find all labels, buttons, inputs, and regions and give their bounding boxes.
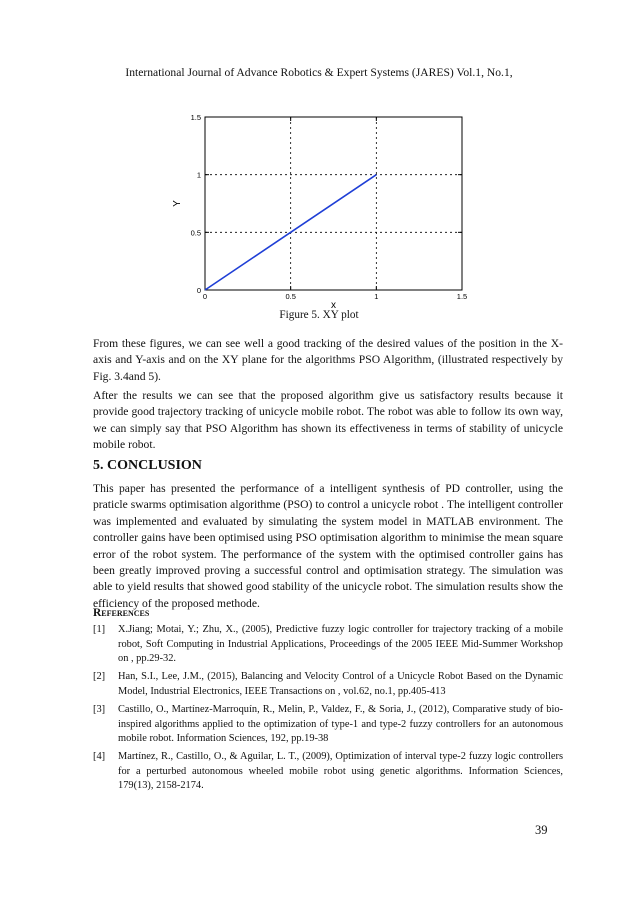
xy-plot-figure: [0, 0, 638, 330]
figure-caption: Figure 5. XY plot: [279, 309, 359, 321]
x-axis-label: x: [331, 300, 336, 311]
page-number: 39: [535, 823, 548, 837]
x-tick-label: 1.5: [456, 292, 468, 301]
reference-number: [3]: [93, 704, 106, 715]
y-tick-label: 0.5: [190, 228, 201, 238]
x-tick-label: 0.5: [285, 292, 296, 301]
reference-text: X.Jiang; Motai, Y.; Zhu, X., (2005), Predictive fuzzy logic controller for trajectory tracking of a mobile robot, Soft Computing in Industrial Applications, Proceedings of the 2005 IEEE Mid-Summer Workshop on , pp.29-32.: [118, 624, 563, 665]
reference-text: Castillo, O., Martínez-Marroquín, R., Melin, P., Valdez, F., & Soria, J., (2012), Comparative study of bio-inspired algorithms applied to the optimization of type-1 and type-2 fuzzy controllers for an autonomous mobile robot. Information Sciences, 192, pp.19-38: [118, 704, 563, 745]
x-tick-label: 1: [374, 292, 379, 301]
y-axis-label: Y: [172, 200, 183, 207]
paragraph-discussion: After the results we can see that the proposed algorithm give us satisfactory results because it provide good trajectory tracking of unicycle mobile robot. The robot was able to follow its own way, we can simply say that PSO Algorithm has shown its effectiveness in terms of stability of unicycle mobile robot.: [93, 389, 563, 452]
x-tick-label: 0: [202, 292, 208, 301]
y-tick-label: 1.5: [190, 113, 201, 122]
running-header: International Journal of Advance Robotics & Expert Systems (JARES) Vol.1, No.1,: [125, 66, 513, 79]
paragraph-results: From these figures, we can see well a good tracking of the desired values of the position in the X-axis and Y-axis and on the XY plane for the algorithms PSO Algorithm, (illustrated respectively by Fig. 3.4and 5).: [93, 337, 563, 383]
reference-item: [93, 670, 563, 699]
section-heading-conclusion: [93, 458, 202, 474]
reference-number: [4]: [93, 751, 106, 762]
y-tick-label: 0: [196, 286, 201, 295]
reference-item: [93, 703, 563, 747]
reference-text: Martínez, R., Castillo, O., & Aguilar, L. T., (2009), Optimization of interval type-2 fuzzy logic controllers for a perturbed autonomous wheeled mobile robot using genetic algorithms. Information Sciences, 179(13), 2158-2174.: [118, 751, 563, 792]
conclusion-paragraph: This paper has presented the performance of a intelligent synthesis of PD controller, using the praticle swarms optimisation algorithme (PSO) to control a unicycle robot . The intelligent controller was implemented and evaluated by simulating the system model in MATLAB environment. The controller gains have been optimised using PSO optimisation algorithm to minimise the mean square error of the robot system. The performance of the system with the optimised controller gains has been greatly improved proving a successful control and optimisation strategy. The simulation was able to yield results that showed good stability of the unicycle robot. The simulation results show the efficiency of the proposed methode.: [93, 482, 563, 610]
reference-item: [93, 750, 563, 794]
section-number: 5.: [93, 458, 107, 473]
references-heading: References: [93, 607, 150, 619]
reference-item: [93, 623, 563, 667]
y-tick-label: 1: [196, 170, 201, 180]
section-title-initial: C: [107, 458, 118, 473]
section-title-rest: ONCLUSION: [117, 458, 202, 473]
reference-text: Han, S.I., Lee, J.M., (2015), Balancing and Velocity Control of a Unicycle Robot Based on the Dynamic Model, Industrial Electronics, IEEE Transactions on , vol.62, no.1, pp.405-413: [118, 671, 563, 697]
reference-number: [1]: [93, 624, 106, 635]
reference-number: [2]: [93, 671, 106, 682]
